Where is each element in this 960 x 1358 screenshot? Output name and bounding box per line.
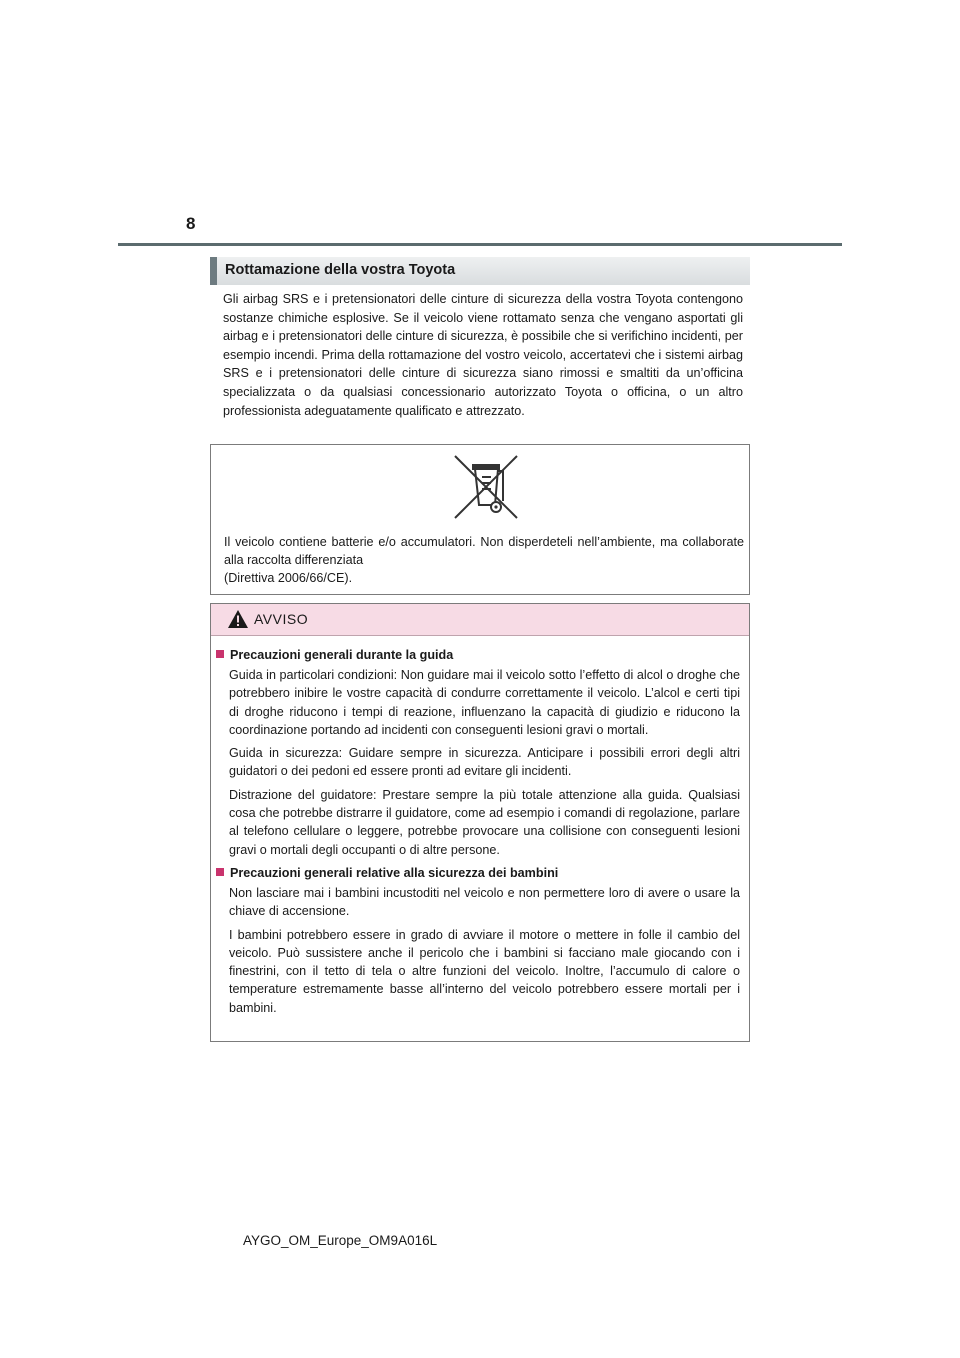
environment-notice-line: Il veicolo contiene batterie e/o accumulatori. Non disperdeteli nell’ambiente, ma collaborate alla raccolta differenziata — [224, 535, 744, 567]
crossed-out-wheelie-bin-icon — [451, 453, 521, 521]
warning-paragraph: Distrazione del guidatore: Prestare sempre la più totale attenzione alla guida. Qualsiasi cosa che potrebbe distrarre il guidatore, come ad esempio i comandi di regolazione, parlare al telefono cellulare o leggere, potrebbe provocare una collisione con conseguenti lesioni gravi o mortali degli occupanti o di altre persone. — [229, 787, 740, 857]
section-title-accent — [210, 257, 217, 285]
warning-box — [210, 603, 750, 1042]
warning-subhead-children — [216, 864, 749, 882]
page-number: 8 — [186, 214, 196, 233]
warning-paragraph: Guida in particolari condizioni: Non guidare mai il veicolo sotto l’effetto di alcol o droghe che potrebbero inibire le vostre capacità di condurre correttamente il veicolo. L’alcol e certi tipi di droghe riducono i tempi di reazione, influenzano la capacità di giudizio e riducono la coordinazione portando ad incidenti con conseguenti lesioni gravi o mortali. — [229, 668, 740, 737]
warning-paragraph: Guida in sicurezza: Guidare sempre in sicurezza. Anticipare i possibili errori degli altri guidatori o dei pedoni ed essere pronti ad evitare gli incidenti. — [229, 746, 740, 779]
warning-paragraph: I bambini potrebbero essere in grado di avviare il motore o mettere in folle il cambio del veicolo. Può sussistere anche il pericolo che i bambini si facciano male giocando con i finestrini, con il tetto di tela o altre funzioni del veicolo. Inoltre, l’accumulo di calore o temperature estremamente basse all’interno del veicolo potrebbero essere mortali per i bambini. — [229, 927, 740, 1015]
page-footer: AYGO_OM_Europe_OM9A016L — [243, 1233, 438, 1248]
warning-header — [211, 604, 749, 636]
warning-triangle-icon — [227, 609, 249, 629]
warning-title: AVVISO — [254, 611, 309, 627]
environment-notice-directive: (Direttiva 2006/66/CE). — [224, 571, 353, 585]
warning-subhead-driving — [216, 646, 749, 664]
warning-body — [211, 646, 749, 1022]
environment-notice-box — [210, 444, 750, 595]
bullet-square-icon — [216, 650, 224, 658]
bullet-square-icon — [216, 868, 224, 876]
section-title: Rottamazione della vostra Toyota — [225, 262, 456, 278]
section-title-bar — [210, 257, 750, 285]
subhead-text: Precauzioni generali relative alla sicurezza dei bambini — [230, 865, 559, 880]
subhead-text: Precauzioni generali durante la guida — [230, 648, 454, 662]
warning-paragraph: Non lasciare mai i bambini incustoditi nel veicolo e non permettere loro di avere o usare la chiave di accensione. — [229, 885, 740, 919]
environment-notice-text — [224, 533, 744, 587]
header-rule — [118, 243, 842, 246]
section-body: Gli airbag SRS e i pretensionatori delle cinture di sicurezza della vostra Toyota contengono sostanze chimiche esplosive. Se il veicolo viene rottamato senza che vengano asportati gli airbag e i pretensionatori delle cinture di sicurezza, è possibile che si verifichino incidenti, per esempio incendi. Prima della rottamazione del vostro veicolo, accertatevi che i sistemi airbag SRS e i pretensionatori delle cinture di sicurezza siano rimossi e smaltiti da un’officina specializzata o da qualsiasi concessionario autorizzato Toyota o officina, o un altro professionista adeguatamente qualificato e attrezzato. — [223, 292, 743, 418]
